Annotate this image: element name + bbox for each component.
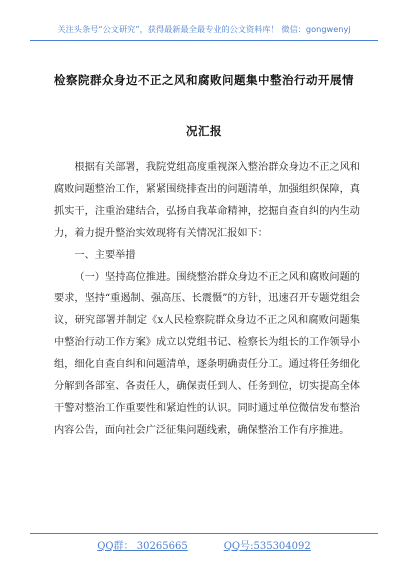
body-paragraph-high-level-promotion: （一）坚持高位推进。围绕整治群众身边不正之风和腐败问题的要求，坚持“重遏制、强高压、长震慑”的方针，迅速召开专题党组会议，研究部署并制定《x人民检察院群众身边不正之风和腐败问题集中整治行动工作方案》成立以党组书记、检察长为组长的工作领导小组，细化自查自纠和问题清单，逐条明确责任分工。通过将任务细化分解到各部室、各责任人，确保责任到人、任务到位，切实提高全体干警对整治工作重要性和紧迫性的认识。同时通过单位微信发布整治内容公告，面向社会广泛征集问题线索，确保整治工作有序推进。 — [54, 271, 360, 436]
section-heading-main-measures: 一、主要举措 — [74, 249, 136, 261]
header-divider — [30, 40, 378, 41]
qq-number: QQ号:535304092 — [223, 541, 311, 552]
document-title-line-1: 检察院群众身边不正之风和腐败问题集中整治行动开展情 — [54, 73, 354, 87]
document-body — [54, 157, 360, 442]
page-footer — [0, 537, 408, 552]
document-title-line-2: 况汇报 — [186, 124, 222, 138]
page-header-notice: 关注头条号“公文研究”，获得最新最全最专业的公文资料库！ 微信：gongwenyj — [57, 24, 351, 34]
qq-group-number: QQ群： 30265665 — [97, 541, 188, 552]
footer-divider — [30, 533, 378, 534]
body-paragraph-intro: 根据有关部署，我院党组高度重视深入整治群众身边不正之风和腐败问题整治工作，紧紧围绕排查出的问题清单，加强组织保障，真抓实干，注重治建结合，弘扬自我革命精神，挖掘自查自纠的内生动力，着力提升整治实效现将有关情况汇报如下： — [54, 162, 360, 239]
